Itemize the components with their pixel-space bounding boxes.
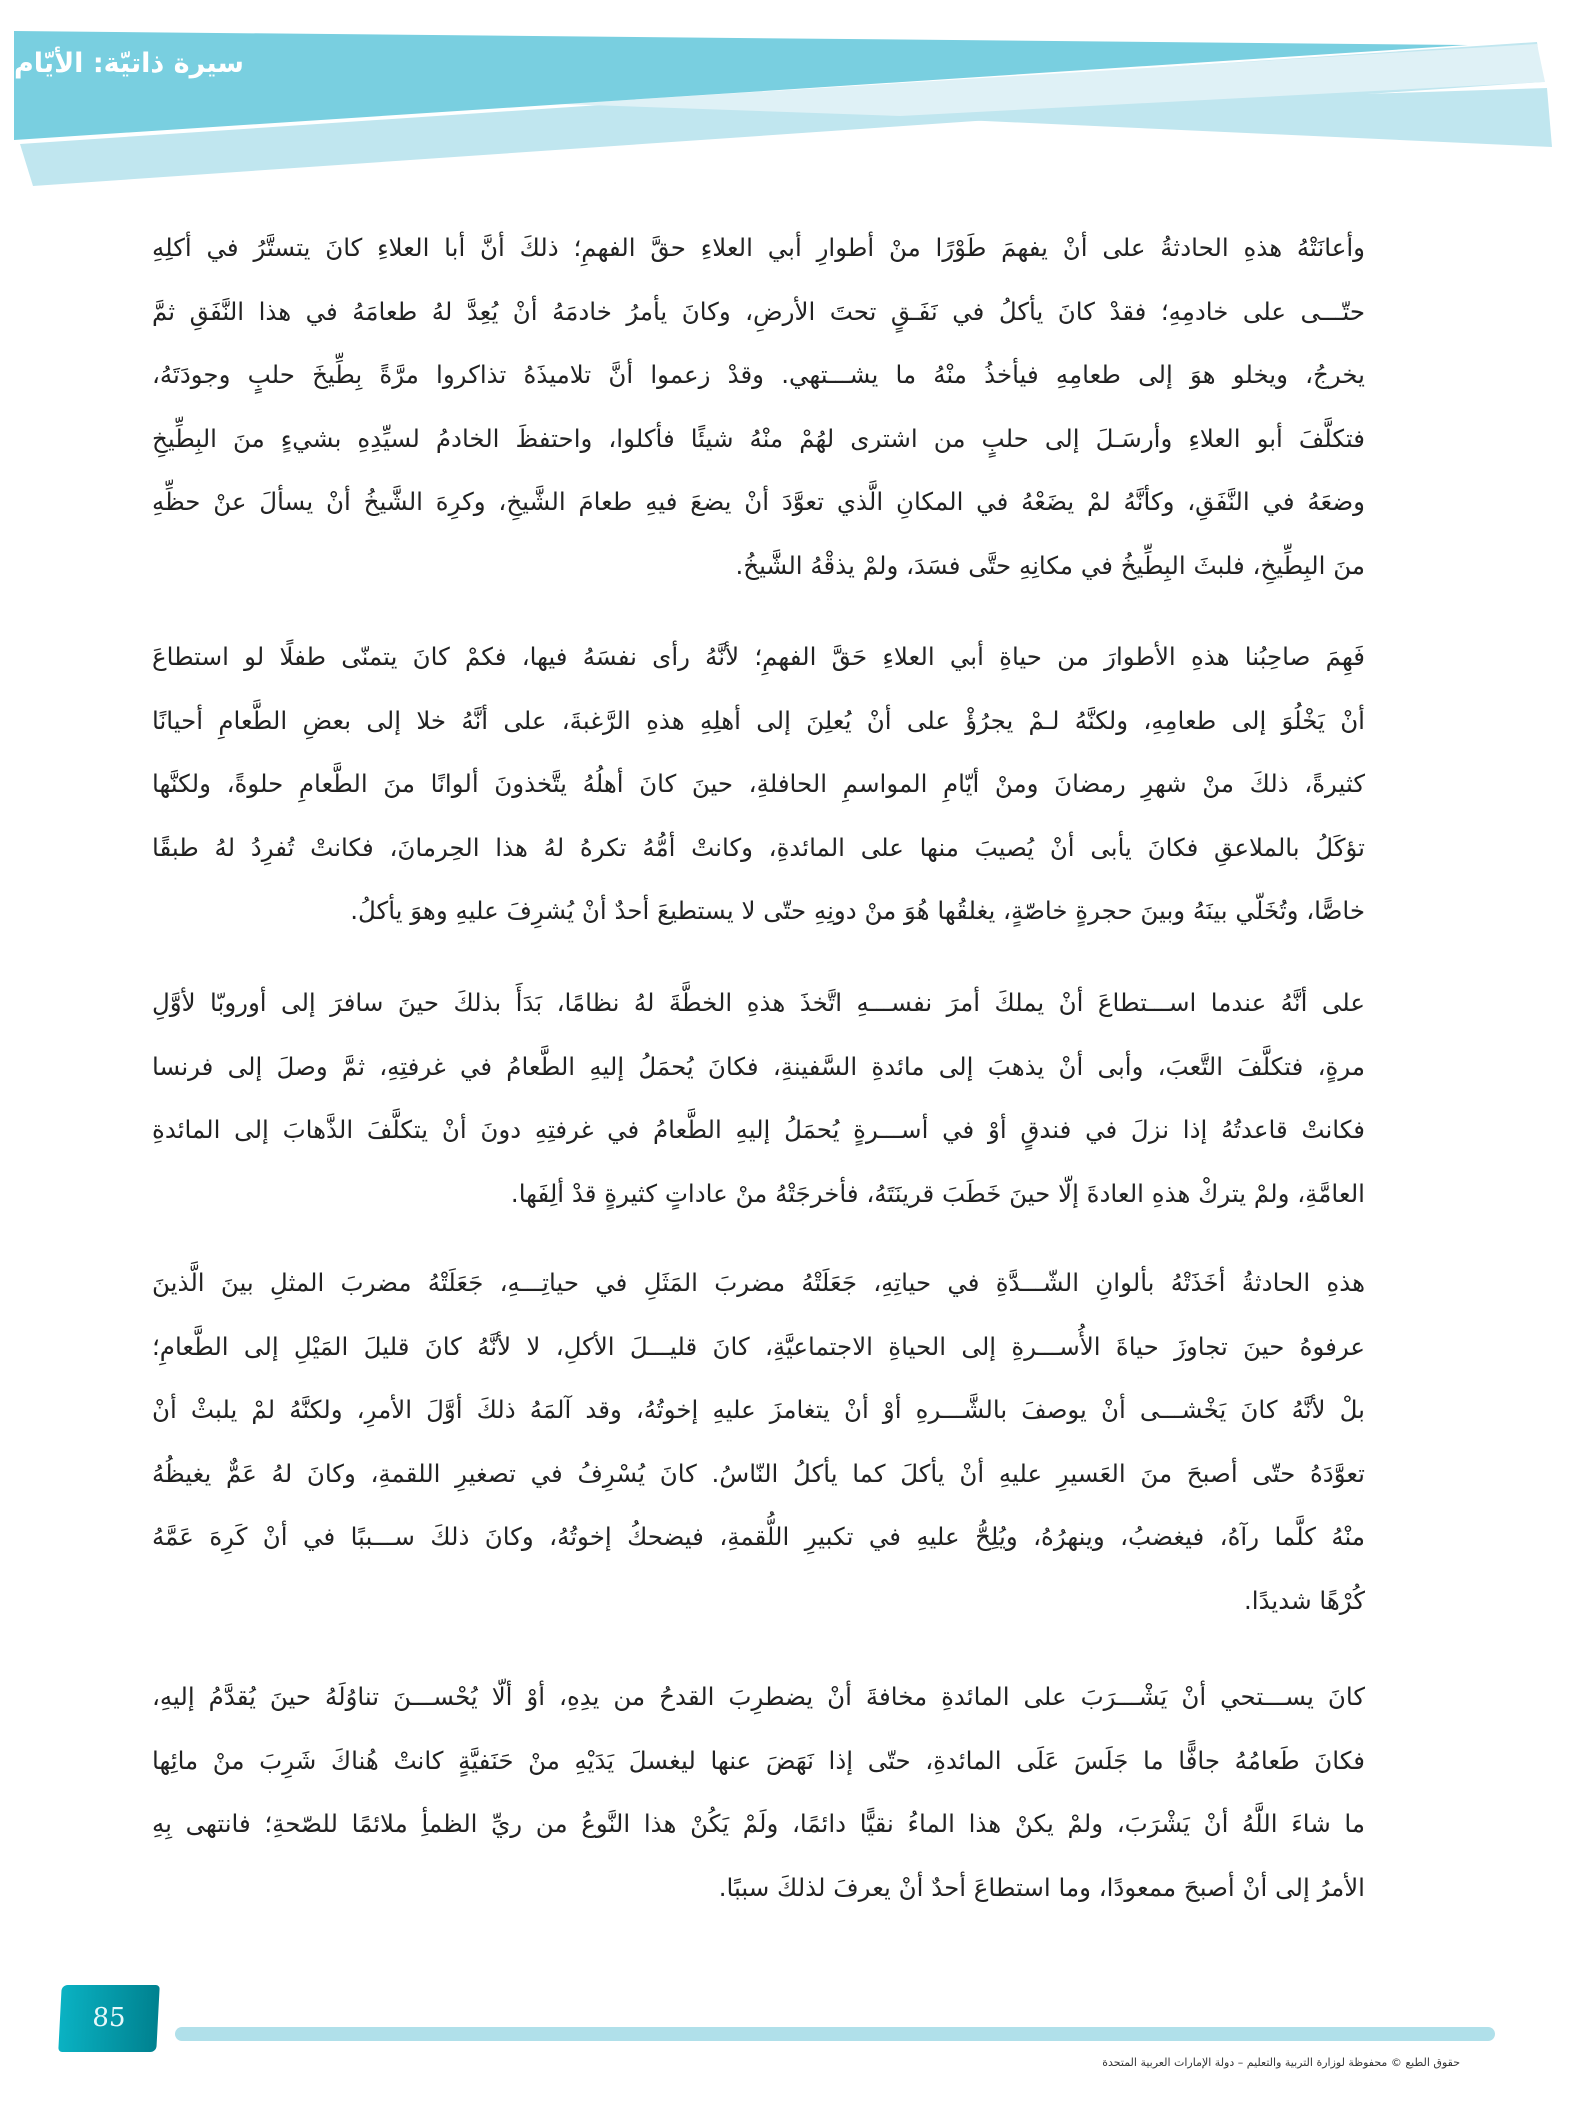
text-line: منَ البِطِّيخِ، فلبثَ البِطِّيخُ في مكانِهِ حتَّى فسَدَ، ولمْ يذقْهُ الشَّيخُ. xyxy=(735,550,1365,580)
text-line: الأمرُ إلى أنْ أصبحَ ممعودًا، وما استطاعَ أحدٌ أنْ يعرفَ لذلكَ سببًا. xyxy=(718,1872,1365,1902)
text-line: تؤكَلُ بالملاعقِ فكانَ يأبى أنْ يُصيبَ منها على المائدةِ، وكانتْ أمُّهُ تكرهُ لهُ هذا الحِرمانَ، فكانتْ تُفرِدُ لهُ طبقًا xyxy=(152,832,1365,862)
text-line: فكانتْ قاعدتُهُ إذا نزلَ في فندقٍ أوْ في أســـرةٍ يُحمَلُ إليهِ الطَّعامُ في غرفتِهِ دونَ أنْ يتكلَّفَ الذَّهابَ إلى المائدةِ xyxy=(152,1115,1365,1144)
text-line: كثيرةً، ذلكَ منْ شهرِ رمضانَ ومنْ أيّامِ المواسمِ الحافلةِ، حينَ كانَ أهلُهُ يتَّخذونَ ألوانًا منَ الطَّعامِ حلوةً، ولكنَّها xyxy=(152,769,1365,798)
text-line: بلْ لأنَّهُ كانَ يَخْشـــى أنْ يوصفَ بالشَّـــرهِ أوْ أنْ يتغامزَ عليهِ إخوتُهُ، وقد آلمَهُ ذلكَ أوَّلَ الأمرِ، ولكنَّهُ لمْ يلبثْ أنْ xyxy=(152,1395,1365,1424)
paragraph-2 xyxy=(152,625,1365,943)
text-line: تعوَّدَهُ حتّى أصبحَ منَ العَسيرِ عليهِ أنْ يأكلَ كما يأكلُ النّاسُ. كانَ يُسْرِفُ في تصغيرِ اللقمةِ، وكانَ لهُ عَمٌّ يغيظُهُ xyxy=(152,1458,1365,1488)
text-line: حتّـــى على خادمِهِ؛ فقدْ كانَ يأكلُ في نَفَـقٍ تحتَ الأرضِ، وكانَ يأمرُ خادمَهُ أنْ يُعِدَّ لهُ طعامَهُ في هذا النَّفَقِ ثمَّ xyxy=(152,296,1365,326)
text-line: مرةٍ، فتكلَّفَ التَّعبَ، وأبى أنْ يذهبَ إلى مائدةِ السَّفينةِ، فكانَ يُحمَلُ إليهِ الطَّعامُ في غرفتِهِ، ثمَّ وصلَ إلى فرنسا xyxy=(152,1051,1365,1081)
text-line: وضعَهُ في النَّفَقِ، وكأنَّهُ لمْ يضَعْهُ في المكانِ الَّذي تعوَّدَ أنْ يضعَ فيهِ طعامَ الشَّيخِ، وكرِهَ الشَّيخُ أنْ يسألَ عنْ حظِّهِ xyxy=(152,487,1365,516)
text-line: ما شاءَ اللَّهُ أنْ يَشْرَبَ، ولمْ يكنْ هذا الماءُ نقيًّا دائمًا، ولَمْ يَكُنْ هذا النَّوعُ من ريِّ الظمأِ ملائمًا للصّحةِ؛ فانتهى بِهِ xyxy=(152,1809,1365,1838)
text-line: عرفوهُ حينَ تجاوزَ حياةَ الأُســـرةِ إلى الحياةِ الاجتماعيَّةِ، كانَ قليـــلَ الأكلِ، لا لأنَّهُ كانَ قليلَ المَيْلِ إلى الطَّعامِ؛ xyxy=(152,1331,1365,1361)
text-line: العامَّةِ، ولمْ يتركْ هذهِ العادةَ إلّا حينَ خَطَبَ قرينَتَهُ، فأخرجَتْهُ منْ عاداتٍ كثيرةٍ قدْ ألِفَها. xyxy=(510,1178,1365,1208)
text-line: خاصًّا، وتُخَلّي بينَهُ وبينَ حجرةٍ خاصّةٍ، يغلقُها هُوَ منْ دونِهِ حتّى لا يستطيعَ أحدٌ أنْ يُشرِفَ عليهِ وهوَ يأكلُ. xyxy=(350,896,1365,925)
text-line: وأعانَتْهُ هذهِ الحادثةُ على أنْ يفهمَ طَوْرًا منْ أطوارِ أبي العلاءِ حقَّ الفهمِ؛ ذلكَ أنَّ أبا العلاءِ كانَ يتستَّرُ في أكلِهِ xyxy=(152,233,1365,262)
page-number: 85 xyxy=(58,1985,160,2052)
text-line: فَهِمَ صاحِبُنا هذهِ الأطوارَ من حياةِ أبي العلاءِ حَقَّ الفهمِ؛ لأنَّهُ رأى نفسَهُ فيها، فكمْ كانَ يتمنّى طفلًا لو استطاعَ xyxy=(152,642,1365,671)
text-line: أنْ يَخْلُوَ إلى طعامِهِ، ولكنَّهُ لـمْ يجرُؤْ على أنْ يُعلِنَ إلى أهلِهِ هذهِ الرَّغبةَ، على أنَّهُ خلا إلى بعضِ الطَّعامِ أحيانًا xyxy=(152,705,1365,735)
text-line: منْهُ كلَّما رآهُ، فيغضبُ، وينهرُهُ، ويُلِحُّ عليهِ في تكبيرِ اللُّقمةِ، فيضحكُ إخوتُهُ، وكانَ ذلكَ ســـببًا في أنْ كَرِهَ عَمَّهُ xyxy=(152,1522,1365,1551)
footer-bar xyxy=(175,2027,1495,2041)
paragraph-3 xyxy=(152,971,1365,1225)
chapter-title: سيرة ذاتيّة: الأيّام xyxy=(14,48,244,79)
paragraph-4 xyxy=(152,1251,1365,1632)
text-line: يخرجُ، ويخلو هوَ إلى طعامِهِ فيأخذُ منْهُ ما يشـــتهي. وقدْ زعموا أنَّ تلاميذَهُ تذاكروا مرَّةً بِطِّيخَ حلبٍ وجودَتَهُ، xyxy=(152,360,1365,389)
text-line: كانَ يســـتحي أنْ يَشْـــرَبَ على المائدةِ مخافةَ أنْ يضطرِبَ القدحُ من يدِهِ، أوْ ألّا يُحْســـنَ تناوُلَهُ حينَ يُقدَّمُ إليهِ، xyxy=(152,1682,1365,1711)
paragraph-1 xyxy=(152,216,1365,597)
text-line: فكانَ طَعامُهُ جافًّا ما جَلَسَ عَلَى المائدةِ، حتّى إذا نَهَضَ عنها ليغسلَ يَدَيْهِ منْ حَنَفيَّةٍ كانتْ هُناكَ شَرِبَ منْ مائِها xyxy=(152,1745,1365,1775)
text-line: على أنَّهُ عندما اســـتطاعَ أنْ يملكَ أمرَ نفســـهِ اتَّخذَ هذهِ الخطَّةَ لهُ نظامًا، بَدَأَ بذلكَ حينَ سافرَ إلى أوروبّا لأوَّلِ xyxy=(152,988,1365,1017)
text-line: هذهِ الحادثةُ أخَذَتْهُ بألوانِ الشّـــدَّةِ في حياتِهِ، جَعَلَتْهُ مضربَ المَثَلِ في حياتِـــهِ، جَعَلَتْهُ مضربَ المثلِ بينَ الَّذينَ xyxy=(152,1268,1365,1297)
text-line: كُرْهًا شديدًا. xyxy=(1243,1585,1365,1615)
header-banner xyxy=(0,0,1572,200)
paragraph-5 xyxy=(152,1665,1365,1919)
text-line: فتكلَّفَ أبو العلاءِ وأرسَـلَ إلى حلبٍ من اشترى لهُمْ منْهُ شيئًا فأكلوا، واحتفظَ الخادمُ لسيِّدِهِ بشيءٍ منَ البِطِّيخِ xyxy=(152,423,1365,453)
copyright-notice: حقوق الطبع © محفوظة لوزارة التربية والتعليم – دولة الإمارات العربية المتحدة xyxy=(1102,2056,1460,2069)
